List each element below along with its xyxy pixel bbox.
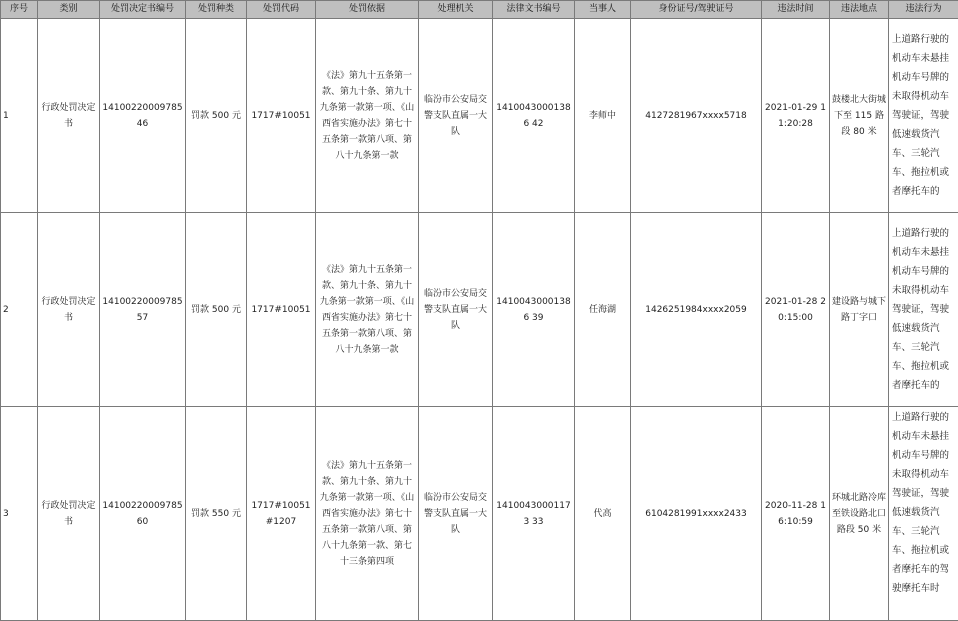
header-behavior: 违法行为 [889,1,958,19]
cell-behavior: 上道路行驶的机动车未悬挂机动车号牌的未取得机动车驾驶证，驾驶低速载货汽车、三轮汽车、拖拉机或者摩托车的 [889,213,958,407]
cell-basis: 《法》第九十五条第一款、第九十条、第九十九条第一款第一项、《山西省实施办法》第七十五条第一款第八项、第八十九条第一款 [316,213,419,407]
cell-type: 行政处罚决定书 [38,407,100,621]
cell-type: 行政处罚决定书 [38,213,100,407]
table-row [1,213,958,407]
cell-place: 建设路与城下路丁字口 [830,213,889,407]
cell-penalty: 罚款 550 元 [186,407,247,621]
cell-penalty: 罚款 500 元 [186,213,247,407]
cell-decision-no: 14100220009785 46 [100,19,186,213]
cell-id-no: 1426251984xxxx2059 [631,213,762,407]
cell-id-no: 4127281967xxxx5718 [631,19,762,213]
header-penalty: 处罚种类 [186,1,247,19]
cell-code: 1717#10051 [247,213,316,407]
header-code: 处罚代码 [247,1,316,19]
cell-type: 行政处罚决定书 [38,19,100,213]
header-doc-no: 法律文书编号 [493,1,575,19]
header-time: 违法时间 [762,1,830,19]
cell-doc-no: 14100430001173 33 [493,407,575,621]
cell-party: 李师中 [575,19,631,213]
cell-behavior: 上道路行驶的机动车未悬挂机动车号牌的未取得机动车驾驶证，驾驶低速载货汽车、三轮汽车、拖拉机或者摩托车的驾驶摩托车时 [889,407,958,621]
cell-basis: 《法》第九十五条第一款、第九十条、第九十九条第一款第一项、《山西省实施办法》第七十五条第一款第八项、第八十九条第一款 [316,19,419,213]
cell-basis: 《法》第九十五条第一款、第九十条、第九十九条第一款第一项、《山西省实施办法》第七十五条第一款第八项、第八十九条第一款、第七十三条第四项 [316,407,419,621]
cell-decision-no: 14100220009785 57 [100,213,186,407]
cell-time: 2021-01-28 20:15:00 [762,213,830,407]
cell-seq: 3 [1,407,38,621]
cell-party: 任海湖 [575,213,631,407]
cell-seq: 1 [1,19,38,213]
cell-party: 代高 [575,407,631,621]
header-type: 类别 [38,1,100,19]
cell-doc-no: 14100430001386 42 [493,19,575,213]
cell-place: 环城北路冷库至铁设路北口路段 50 米 [830,407,889,621]
header-place: 违法地点 [830,1,889,19]
table-header-row [1,1,958,19]
header-id-no: 身份证号/驾驶证号 [631,1,762,19]
cell-decision-no: 14100220009785 60 [100,407,186,621]
cell-time: 2020-11-28 16:10:59 [762,407,830,621]
cell-id-no: 6104281991xxxx2433 [631,407,762,621]
header-seq: 序号 [1,1,38,19]
table-row [1,407,958,621]
cell-code: 1717#10051 [247,19,316,213]
table-row [1,19,958,213]
header-party: 当事人 [575,1,631,19]
cell-authority: 临汾市公安局交警支队直属一大队 [419,19,493,213]
header-authority: 处理机关 [419,1,493,19]
header-decision-no: 处罚决定书编号 [100,1,186,19]
cell-time: 2021-01-29 11:20:28 [762,19,830,213]
cell-penalty: 罚款 500 元 [186,19,247,213]
cell-authority: 临汾市公安局交警支队直属一大队 [419,213,493,407]
cell-code: 1717#10051 #1207 [247,407,316,621]
cell-behavior: 上道路行驶的机动车未悬挂机动车号牌的未取得机动车驾驶证，驾驶低速载货汽车、三轮汽车、拖拉机或者摩托车的 [889,19,958,213]
cell-seq: 2 [1,213,38,407]
header-basis: 处罚依据 [316,1,419,19]
cell-authority: 临汾市公安局交警支队直属一大队 [419,407,493,621]
cell-place: 鼓楼北大街城下至 115 路段 80 米 [830,19,889,213]
cell-doc-no: 14100430001386 39 [493,213,575,407]
